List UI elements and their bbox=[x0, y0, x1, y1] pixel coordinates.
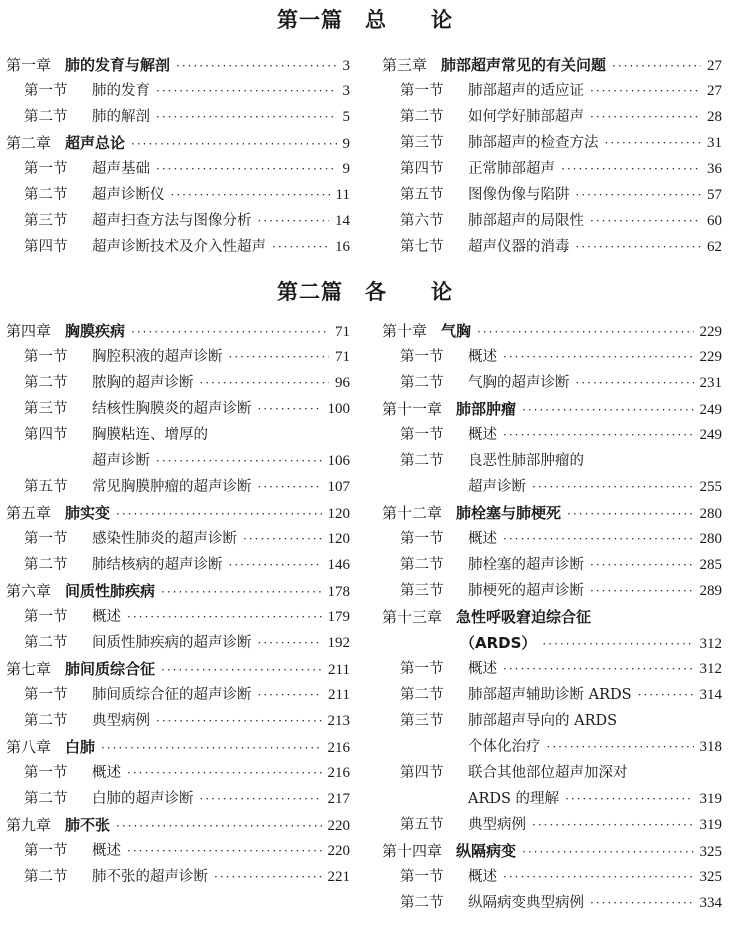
chapter-number: 第十章 bbox=[382, 322, 428, 340]
dot-leader bbox=[547, 734, 694, 760]
section-title: 肺的解剖 bbox=[92, 109, 150, 125]
page-number: 289 bbox=[699, 583, 722, 599]
section-number: 第二节 bbox=[24, 557, 68, 573]
toc-section-row[interactable] bbox=[382, 812, 722, 838]
toc-chapter-row[interactable] bbox=[382, 838, 722, 864]
toc-chapter-row[interactable] bbox=[6, 578, 350, 604]
page-number: 62 bbox=[707, 239, 722, 255]
page-number: 221 bbox=[327, 869, 350, 885]
page-number: 314 bbox=[699, 687, 722, 703]
part1-title: 第一篇 总 论 bbox=[277, 7, 453, 32]
section-title: 图像伪像与陷阱 bbox=[468, 187, 570, 203]
page-number: 213 bbox=[327, 713, 350, 729]
toc-section-row[interactable] bbox=[382, 526, 722, 552]
dot-leader bbox=[503, 526, 694, 552]
section-title: 超声诊断 bbox=[92, 453, 150, 469]
section-title: 超声诊断技术及介入性超声 bbox=[92, 239, 266, 255]
page-number: 11 bbox=[335, 187, 350, 203]
section-number: 第一节 bbox=[24, 687, 68, 703]
dot-leader bbox=[176, 53, 336, 79]
section-number: 第二节 bbox=[400, 109, 444, 125]
section-number: 第一节 bbox=[24, 83, 68, 99]
toc-section-row[interactable] bbox=[382, 448, 722, 474]
section-title: 脓胸的超声诊断 bbox=[92, 375, 194, 391]
page-number: 71 bbox=[335, 324, 350, 340]
toc-chapter-row[interactable] bbox=[382, 396, 722, 422]
section-title: 白肺的超声诊断 bbox=[92, 791, 194, 807]
dot-leader bbox=[503, 422, 694, 448]
page-number: 249 bbox=[699, 427, 722, 443]
toc-section-row[interactable] bbox=[382, 890, 722, 916]
toc-section-row[interactable] bbox=[6, 208, 350, 234]
section-title: 典型病例 bbox=[468, 817, 526, 833]
page-number: 178 bbox=[327, 584, 350, 600]
dot-leader bbox=[605, 130, 702, 156]
page-number: 31 bbox=[707, 135, 722, 151]
section-title: 概述 bbox=[468, 427, 497, 443]
section-title: 胸膜粘连、增厚的 bbox=[92, 427, 208, 443]
page-number: 325 bbox=[699, 844, 722, 860]
dot-leader bbox=[156, 104, 337, 130]
dot-leader bbox=[576, 182, 702, 208]
section-title: 典型病例 bbox=[92, 713, 150, 729]
dot-leader bbox=[272, 234, 329, 260]
toc-section-row[interactable] bbox=[6, 708, 350, 734]
toc-section-row[interactable] bbox=[382, 234, 722, 260]
section-number: 第五节 bbox=[400, 187, 444, 203]
section-title: 肺部超声的检查方法 bbox=[468, 135, 599, 151]
section-number: 第六节 bbox=[400, 213, 444, 229]
toc-section-row[interactable] bbox=[6, 104, 350, 130]
chapter-title: 胸膜疾病 bbox=[65, 322, 126, 340]
dot-leader bbox=[258, 208, 330, 234]
section-number: 第一节 bbox=[400, 83, 444, 99]
section-title: 如何学好肺部超声 bbox=[468, 109, 584, 125]
section-title: 肺部超声导向的 ARDS bbox=[468, 713, 618, 729]
chapter-title: （ARDS） bbox=[460, 634, 537, 652]
dot-leader bbox=[156, 708, 322, 734]
toc-section-row[interactable] bbox=[6, 448, 350, 474]
dot-leader bbox=[638, 682, 694, 708]
chapter-title: 间质性肺疾病 bbox=[65, 582, 156, 600]
section-title: 肺部超声的适应证 bbox=[468, 83, 584, 99]
section-title: 感染性肺炎的超声诊断 bbox=[92, 531, 237, 547]
dot-leader bbox=[116, 813, 321, 839]
chapter-title: 肺不张 bbox=[65, 816, 111, 834]
page-number: 9 bbox=[342, 136, 350, 152]
toc-section-row[interactable] bbox=[382, 422, 722, 448]
toc-chapter-row[interactable] bbox=[382, 318, 722, 344]
dot-leader bbox=[258, 682, 323, 708]
dot-leader bbox=[127, 838, 322, 864]
dot-leader bbox=[200, 370, 330, 396]
toc-chapter-row[interactable] bbox=[6, 500, 350, 526]
dot-leader bbox=[503, 656, 694, 682]
dot-leader bbox=[156, 78, 337, 104]
page-number: 192 bbox=[327, 635, 350, 651]
section-number: 第二节 bbox=[400, 557, 444, 573]
section-title: 超声诊断 bbox=[468, 479, 526, 495]
section-number: 第二节 bbox=[400, 375, 444, 391]
section-number: 第二节 bbox=[24, 635, 68, 651]
section-number: 第一节 bbox=[24, 609, 68, 625]
page-number: 27 bbox=[707, 58, 722, 74]
page-number: 280 bbox=[699, 531, 722, 547]
toc-chapter-row[interactable] bbox=[382, 52, 722, 78]
dot-leader bbox=[131, 319, 329, 345]
chapter-number: 第九章 bbox=[6, 816, 52, 834]
section-number: 第三节 bbox=[400, 583, 444, 599]
page-number: 28 bbox=[707, 109, 722, 125]
chapter-number: 第十四章 bbox=[382, 842, 443, 860]
page-number: 229 bbox=[699, 324, 722, 340]
dot-leader bbox=[522, 397, 693, 423]
page-number: 27 bbox=[707, 83, 722, 99]
section-title: 概述 bbox=[92, 609, 121, 625]
page-number: 319 bbox=[699, 791, 722, 807]
chapter-title: 肺间质综合征 bbox=[65, 660, 156, 678]
section-title: 概述 bbox=[92, 843, 121, 859]
section-number: 第一节 bbox=[24, 765, 68, 781]
section-number: 第二节 bbox=[400, 453, 444, 469]
toc-section-row[interactable] bbox=[382, 786, 722, 812]
chapter-number: 第六章 bbox=[6, 582, 52, 600]
section-title: 常见胸膜肿瘤的超声诊断 bbox=[92, 479, 252, 495]
section-number: 第二节 bbox=[24, 791, 68, 807]
section-number: 第二节 bbox=[24, 375, 68, 391]
chapter-title: 肺部超声常见的有关问题 bbox=[441, 56, 607, 74]
page-number: 255 bbox=[699, 479, 722, 495]
page-number: 220 bbox=[327, 843, 350, 859]
chapter-number: 第四章 bbox=[6, 322, 52, 340]
page-number: 71 bbox=[335, 349, 350, 365]
chapter-number: 第七章 bbox=[6, 660, 52, 678]
section-number: 第一节 bbox=[24, 161, 68, 177]
toc-chapter-row[interactable] bbox=[382, 500, 722, 526]
toc-section-row[interactable] bbox=[382, 344, 722, 370]
dot-leader bbox=[161, 657, 322, 683]
page-number: 249 bbox=[699, 402, 722, 418]
toc-section-row[interactable] bbox=[382, 552, 722, 578]
toc-section-row[interactable] bbox=[6, 552, 350, 578]
toc-section-row[interactable] bbox=[6, 682, 350, 708]
dot-leader bbox=[612, 53, 701, 79]
dot-leader bbox=[522, 839, 693, 865]
section-title: 超声仪器的消毒 bbox=[468, 239, 570, 255]
page-number: 217 bbox=[327, 791, 350, 807]
toc-section-row[interactable] bbox=[382, 656, 722, 682]
page-number: 9 bbox=[342, 161, 350, 177]
dot-leader bbox=[532, 474, 694, 500]
section-number: 第四节 bbox=[400, 161, 444, 177]
dot-leader bbox=[171, 182, 330, 208]
chapter-number: 第八章 bbox=[6, 738, 52, 756]
toc-section-row[interactable] bbox=[6, 422, 350, 448]
page-number: 229 bbox=[699, 349, 722, 365]
page-number: 3 bbox=[342, 83, 350, 99]
page-number: 120 bbox=[327, 531, 350, 547]
section-number: 第三节 bbox=[24, 401, 68, 417]
section-title: 超声基础 bbox=[92, 161, 150, 177]
page-number: 36 bbox=[707, 161, 722, 177]
toc-section-row[interactable] bbox=[382, 708, 722, 734]
toc-section-row[interactable] bbox=[6, 604, 350, 630]
toc-section-row[interactable] bbox=[382, 578, 722, 604]
section-title: 肺栓塞的超声诊断 bbox=[468, 557, 584, 573]
page-number: 146 bbox=[327, 557, 350, 573]
section-title: 肺部超声的局限性 bbox=[468, 213, 584, 229]
chapter-title: 急性呼吸窘迫综合征 bbox=[456, 608, 592, 626]
section-number: 第一节 bbox=[400, 869, 444, 885]
page-number: 318 bbox=[699, 739, 722, 755]
section-title: 超声扫查方法与图像分析 bbox=[92, 213, 252, 229]
section-number: 第二节 bbox=[24, 109, 68, 125]
section-number: 第一节 bbox=[400, 531, 444, 547]
toc-section-row[interactable] bbox=[6, 630, 350, 656]
section-title: 正常肺部超声 bbox=[468, 161, 555, 177]
page-number: 220 bbox=[327, 818, 350, 834]
toc-section-row[interactable] bbox=[382, 760, 722, 786]
dot-leader bbox=[214, 864, 322, 890]
toc-section-row[interactable] bbox=[6, 526, 350, 552]
chapter-number: 第十三章 bbox=[382, 608, 443, 626]
page-number: 216 bbox=[327, 740, 350, 756]
toc-section-row[interactable] bbox=[6, 234, 350, 260]
dot-leader bbox=[200, 786, 322, 812]
dot-leader bbox=[503, 864, 694, 890]
chapter-number: 第三章 bbox=[382, 56, 428, 74]
section-title: 气胸的超声诊断 bbox=[468, 375, 570, 391]
toc-section-row[interactable] bbox=[382, 78, 722, 104]
section-number: 第四节 bbox=[24, 427, 68, 443]
chapter-title: 肺部肿瘤 bbox=[456, 400, 517, 418]
section-title: ARDS 的理解 bbox=[468, 791, 560, 807]
dot-leader bbox=[229, 344, 330, 370]
section-title: 肺部超声辅助诊断 ARDS bbox=[468, 687, 632, 703]
toc-chapter-row[interactable] bbox=[6, 130, 350, 156]
chapter-title: 纵隔病变 bbox=[456, 842, 517, 860]
dot-leader bbox=[576, 234, 702, 260]
page-number: 16 bbox=[335, 239, 350, 255]
dot-leader bbox=[542, 631, 693, 657]
dot-leader bbox=[156, 448, 322, 474]
toc-section-row[interactable] bbox=[382, 130, 722, 156]
dot-leader bbox=[258, 474, 322, 500]
toc-section-row[interactable] bbox=[382, 682, 722, 708]
page-number: 100 bbox=[327, 401, 350, 417]
section-title: 结核性胸膜炎的超声诊断 bbox=[92, 401, 252, 417]
dot-leader bbox=[101, 735, 321, 761]
section-title: 个体化治疗 bbox=[468, 739, 541, 755]
section-number: 第五节 bbox=[24, 479, 68, 495]
chapter-number: 第十二章 bbox=[382, 504, 443, 522]
dot-leader bbox=[229, 552, 322, 578]
page-number: 285 bbox=[699, 557, 722, 573]
section-number: 第三节 bbox=[400, 713, 444, 729]
dot-leader bbox=[127, 604, 322, 630]
section-number: 第一节 bbox=[24, 843, 68, 859]
dot-leader bbox=[590, 104, 701, 130]
dot-leader bbox=[532, 812, 694, 838]
toc-section-row[interactable] bbox=[382, 474, 722, 500]
section-title: 概述 bbox=[468, 531, 497, 547]
dot-leader bbox=[590, 578, 694, 604]
section-title: 肺间质综合征的超声诊断 bbox=[92, 687, 252, 703]
page-number: 57 bbox=[707, 187, 722, 203]
section-number: 第二节 bbox=[24, 869, 68, 885]
dot-leader bbox=[567, 501, 693, 527]
chapter-number: 第五章 bbox=[6, 504, 52, 522]
page-number: 179 bbox=[327, 609, 350, 625]
page-number: 107 bbox=[327, 479, 350, 495]
toc-chapter-row[interactable] bbox=[6, 656, 350, 682]
toc-section-row[interactable] bbox=[382, 182, 722, 208]
chapter-title: 肺的发育与解剖 bbox=[65, 56, 171, 74]
part2-title: 第二篇 各 论 bbox=[277, 279, 453, 304]
dot-leader bbox=[116, 501, 321, 527]
section-title: 间质性肺疾病的超声诊断 bbox=[92, 635, 252, 651]
section-number: 第三节 bbox=[24, 213, 68, 229]
dot-leader bbox=[503, 344, 694, 370]
dot-leader bbox=[156, 156, 337, 182]
chapter-title: 超声总论 bbox=[65, 134, 126, 152]
section-title: 纵隔病变典型病例 bbox=[468, 895, 584, 911]
section-title: 概述 bbox=[92, 765, 121, 781]
toc-section-row[interactable] bbox=[6, 370, 350, 396]
section-number: 第一节 bbox=[24, 349, 68, 365]
dot-leader bbox=[258, 396, 322, 422]
section-title: 肺不张的超声诊断 bbox=[92, 869, 208, 885]
toc-chapter-row[interactable] bbox=[6, 318, 350, 344]
section-number: 第一节 bbox=[24, 531, 68, 547]
section-title: 联合其他部位超声加深对 bbox=[468, 765, 628, 781]
part1-left-column bbox=[6, 52, 350, 260]
toc-section-row[interactable] bbox=[382, 104, 722, 130]
page-number: 231 bbox=[699, 375, 722, 391]
section-number: 第二节 bbox=[24, 713, 68, 729]
toc-section-row[interactable] bbox=[6, 864, 350, 890]
section-title: 肺梗死的超声诊断 bbox=[468, 583, 584, 599]
toc-section-row[interactable] bbox=[6, 78, 350, 104]
page-number: 120 bbox=[327, 506, 350, 522]
page-number: 3 bbox=[342, 58, 350, 74]
section-number: 第五节 bbox=[400, 817, 444, 833]
section-number: 第七节 bbox=[400, 239, 444, 255]
dot-leader bbox=[477, 319, 693, 345]
page-number: 280 bbox=[699, 506, 722, 522]
chapter-title: 气胸 bbox=[441, 322, 472, 340]
toc-section-row[interactable] bbox=[382, 370, 722, 396]
dot-leader bbox=[127, 760, 322, 786]
part2-left-column bbox=[6, 318, 350, 890]
section-number: 第一节 bbox=[400, 661, 444, 677]
toc-section-row[interactable] bbox=[6, 474, 350, 500]
section-title: 良恶性肺部肿瘤的 bbox=[468, 453, 584, 469]
page-number: 106 bbox=[327, 453, 350, 469]
page-number: 14 bbox=[335, 213, 350, 229]
chapter-title: 肺实变 bbox=[65, 504, 111, 522]
page-number: 96 bbox=[335, 375, 350, 391]
chapter-number: 第二章 bbox=[6, 134, 52, 152]
section-title: 概述 bbox=[468, 869, 497, 885]
section-number: 第二节 bbox=[400, 687, 444, 703]
dot-leader bbox=[243, 526, 322, 552]
toc-chapter-row[interactable] bbox=[6, 52, 350, 78]
toc-section-row[interactable] bbox=[382, 734, 722, 760]
section-number: 第三节 bbox=[400, 135, 444, 151]
section-title: 超声诊断仪 bbox=[92, 187, 165, 203]
page-number: 211 bbox=[328, 687, 350, 703]
section-title: 肺的发育 bbox=[92, 83, 150, 99]
part1-right-column bbox=[382, 52, 722, 260]
toc-section-row[interactable] bbox=[6, 344, 350, 370]
page-number: 319 bbox=[699, 817, 722, 833]
dot-leader bbox=[590, 552, 694, 578]
page-number: 211 bbox=[328, 662, 350, 678]
section-number: 第四节 bbox=[400, 765, 444, 781]
page-number: 325 bbox=[699, 869, 722, 885]
section-title: 胸腔积液的超声诊断 bbox=[92, 349, 223, 365]
page-number: 216 bbox=[327, 765, 350, 781]
section-title: 肺结核病的超声诊断 bbox=[92, 557, 223, 573]
chapter-title: 白肺 bbox=[65, 738, 96, 756]
section-number: 第二节 bbox=[400, 895, 444, 911]
dot-leader bbox=[590, 78, 701, 104]
toc-section-row[interactable] bbox=[6, 156, 350, 182]
dot-leader bbox=[590, 890, 694, 916]
toc-chapter-row[interactable] bbox=[382, 604, 722, 630]
toc-section-row[interactable] bbox=[6, 396, 350, 422]
section-title: 概述 bbox=[468, 349, 497, 365]
section-number: 第二节 bbox=[24, 187, 68, 203]
toc-chapter-row[interactable] bbox=[382, 630, 722, 656]
dot-leader bbox=[131, 131, 336, 157]
page-number: 312 bbox=[699, 661, 722, 677]
dot-leader bbox=[258, 630, 322, 656]
toc-section-row[interactable] bbox=[382, 156, 722, 182]
dot-leader bbox=[590, 208, 701, 234]
toc-section-row[interactable] bbox=[6, 182, 350, 208]
page-number: 312 bbox=[699, 636, 722, 652]
part2-right-column bbox=[382, 318, 722, 916]
toc-section-row[interactable] bbox=[6, 760, 350, 786]
section-number: 第一节 bbox=[400, 427, 444, 443]
section-number: 第一节 bbox=[400, 349, 444, 365]
dot-leader bbox=[565, 786, 693, 812]
page-number: 334 bbox=[699, 895, 722, 911]
toc-chapter-row[interactable] bbox=[6, 812, 350, 838]
section-number: 第四节 bbox=[24, 239, 68, 255]
section-title: 概述 bbox=[468, 661, 497, 677]
chapter-number: 第一章 bbox=[6, 56, 52, 74]
page-number: 60 bbox=[707, 213, 722, 229]
page-number: 5 bbox=[342, 109, 350, 125]
toc-section-row[interactable] bbox=[6, 838, 350, 864]
dot-leader bbox=[161, 579, 321, 605]
toc-section-row[interactable] bbox=[382, 208, 722, 234]
dot-leader bbox=[561, 156, 701, 182]
toc-section-row[interactable] bbox=[6, 786, 350, 812]
toc-chapter-row[interactable] bbox=[6, 734, 350, 760]
chapter-title: 肺栓塞与肺梗死 bbox=[456, 504, 562, 522]
toc-section-row[interactable] bbox=[382, 864, 722, 890]
chapter-number: 第十一章 bbox=[382, 400, 443, 418]
dot-leader bbox=[576, 370, 694, 396]
